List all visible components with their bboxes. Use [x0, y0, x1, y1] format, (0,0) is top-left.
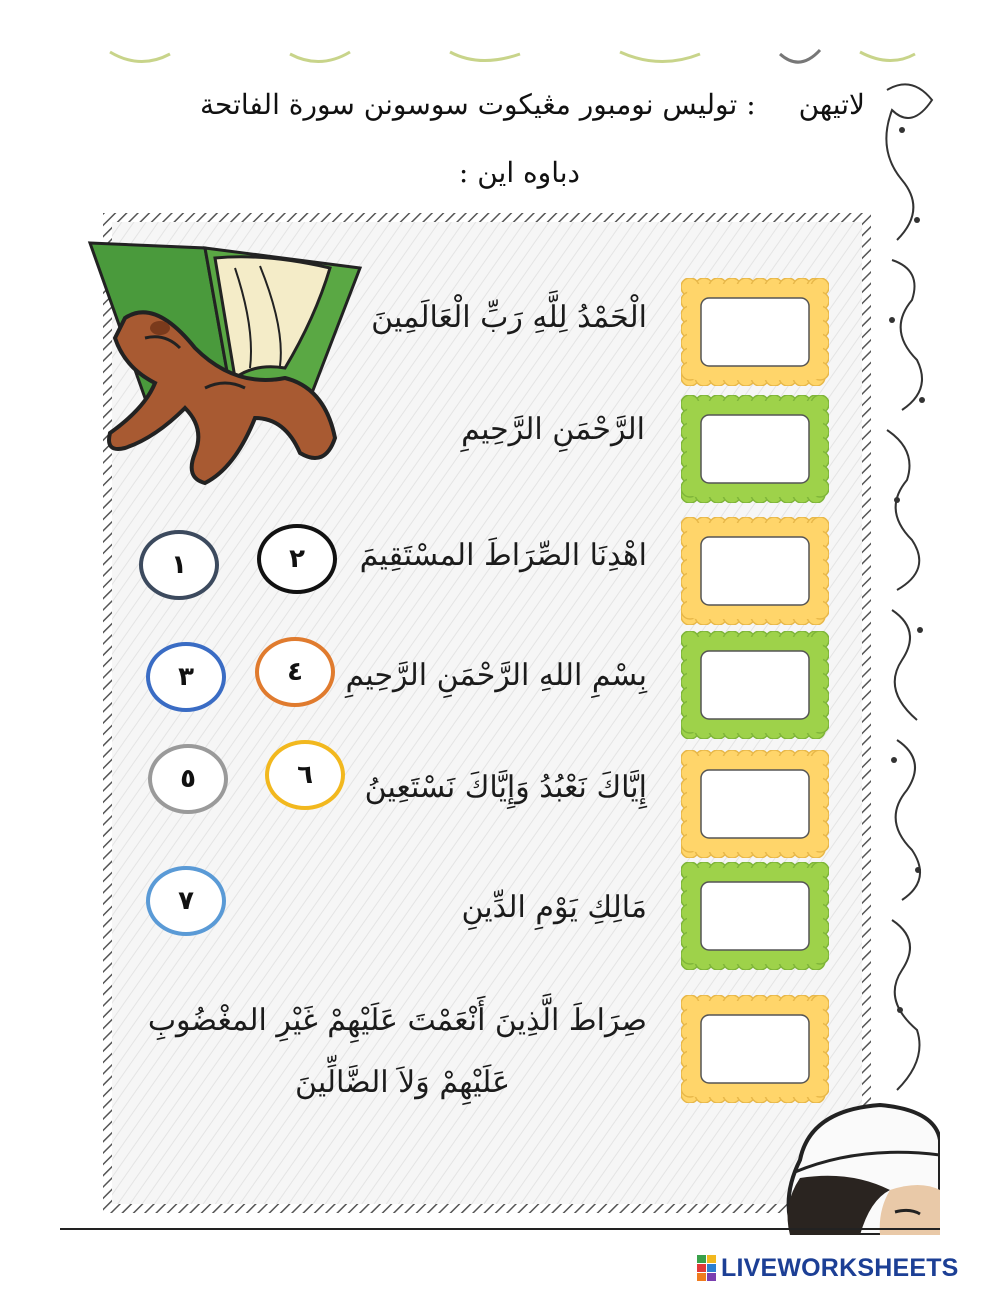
number-circle-1[interactable] — [139, 530, 219, 600]
number-label: ٦ — [297, 760, 313, 790]
answer-box-7[interactable] — [681, 995, 829, 1103]
top-ornament — [100, 42, 920, 72]
verse-3: اهْدِنَا الصِّرَاطَ المسْتَقِيمَ — [359, 538, 647, 573]
quran-on-rehal-icon — [85, 238, 367, 490]
verse-1: الْحَمْدُ لِلَّهِ رَبِّ الْعَالَمِينَ — [371, 300, 647, 335]
verse-5: إِيَّاكَ نَعْبُدُ وَإِيَّاكَ نَسْتَعِينُ — [364, 770, 647, 805]
number-circle-6[interactable] — [265, 740, 345, 810]
number-label: ١ — [171, 550, 187, 580]
answer-box-5[interactable] — [681, 750, 829, 858]
boy-with-kopiah-icon — [770, 1100, 940, 1235]
number-label: ٧ — [178, 886, 194, 916]
answer-box-1[interactable] — [681, 278, 829, 386]
answer-box-4[interactable] — [681, 631, 829, 739]
liveworksheets-logo-icon — [697, 1255, 717, 1281]
number-label: ٥ — [180, 764, 196, 794]
page-bottom-rule — [60, 1228, 940, 1230]
liveworksheets-logo[interactable] — [697, 1252, 959, 1284]
number-label: ٤ — [287, 657, 303, 687]
number-circle-4[interactable] — [255, 637, 335, 707]
instruction-heading — [145, 88, 865, 121]
answer-box-2[interactable] — [681, 395, 829, 503]
number-label: ٣ — [178, 662, 194, 692]
instruction-label: لاتيهن — [798, 88, 865, 121]
liveworksheets-logo-text: LIVEWORKSHEETS — [721, 1253, 959, 1282]
verse-2: الرَّحْمَنِ الرَّحِيمِ — [461, 412, 645, 447]
verse-7-line-1: صِرَاطَ الَّذِينَ أَنْعَمْتَ عَلَيْهِمْ غَيْرِ المغْضُوبِ — [147, 1003, 647, 1038]
number-circle-2[interactable] — [257, 524, 337, 594]
instruction-text: : توليس نومبور مڠيكوت سوسونن سورة الفاتحة — [199, 88, 756, 121]
verse-6: مَالِكِ يَوْمِ الدِّينِ — [461, 890, 647, 925]
number-circle-7[interactable] — [146, 866, 226, 936]
answer-box-3[interactable] — [681, 517, 829, 625]
verse-7-line-2: عَلَيْهِمْ وَلاَ الضَّالِّينَ — [294, 1065, 510, 1100]
number-circle-3[interactable] — [146, 642, 226, 712]
instruction-subheading: دباوه اين : — [458, 156, 580, 189]
verse-4: بِسْمِ اللهِ الرَّحْمَنِ الرَّحِيمِ — [345, 658, 647, 693]
number-circle-5[interactable] — [148, 744, 228, 814]
calligraphy-border — [872, 70, 940, 1120]
number-label: ٢ — [289, 544, 305, 574]
answer-box-6[interactable] — [681, 862, 829, 970]
